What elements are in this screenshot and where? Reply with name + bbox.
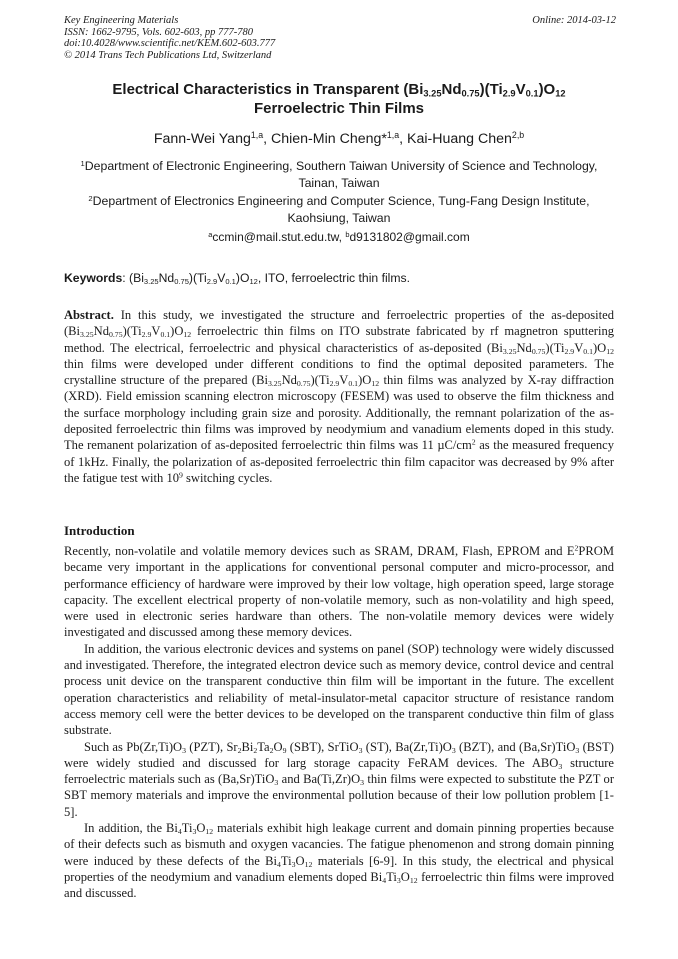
email-b: d9131802@gmail.com <box>349 230 470 244</box>
intro-paragraph-2: In addition, the various electronic devices and systems on panel (SOP) technology were widely discussed and investigated. Therefore, the integrated electron device such as memory device, control device and central process unit device on the transparent conductive thin film will be important in the future. The excellent operation characteristics and reliability of metal-insulator-metal capacitor structure of resistance random access memory cell were the better devices to be developed on the transparent conductive thin film of glass substrate. <box>64 641 614 738</box>
formula: $(Bi_{3.25}Nd_{0.75})(Ti_{2.9}V_{0.1})O_{12}$ <box>64 324 192 340</box>
author-list: Fann-Wei Yang$^{1,a}$, Chien-Min Cheng*$^{1,a}$, Kai-Huang Chen$^{2,b}$ <box>153 130 525 147</box>
author-2: , Chien-Min Cheng* <box>263 131 387 147</box>
intro-paragraph-1: Recently, non-volatile and volatile memory devices such as SRAM, DRAM, Flash, EPROM and $E^2PROM$ became very important in the applications for conventional personal computer and micro-processor, and performance efficiency of hardware were improved by their low voltage, high operation speed, large storage capacity. The excellent electrical property of non-volatile memory, such as non-volatility and high speed, were used in electronic series hardware than others. The non-volatile memory devices were widely investigated and discussed among these memory devices. <box>64 543 614 640</box>
issn-line: ISSN: 1662-9795, Vols. 602-603, pp 777-780 <box>64 26 253 38</box>
abstract: Abstract. In this study, we investigated the structure and ferroelectric properties of the as-deposited $(Bi_{3.25}Nd_{0.75})(Ti_{2.9}V_{0.1})O_{12}$ ferroelectric thin films on ITO substrate fabricated by rf magnetron sputtering method. The electrical, ferroelectric and physical characteristics of as-deposited $(Bi_{3.25}Nd_{0.75})(Ti_{2.9}V_{0.1})O_{12}$ thin films were developed under different conditions to find the optimal deposited parameters. The crystalline structure of the prepared $(Bi_{3.25}Nd_{0.75})(Ti_{2.9}V_{0.1})O_{12}$ thin films was analyzed by X-ray diffraction (XRD). Field emission scanning electron microscopy (FESEM) was used to observe the film thickness and the surface morphology including grain size and porosity. Additionally, the remnant polarization of the as-deposited ferroelectric thin films was improved by neodymium and vanadium elements doped in this study. The remanent polarization of as-deposited ferroelectric thin films was 11 $\mu C/cm^2$ as the measured frequency of 1kHz. Finally, the polarization of as-deposited ferroelectric thin film capacitor was decreased by 9% after the fatigue test with $10^9$ switching cycles. <box>64 308 614 485</box>
title-line-2: Ferroelectric Thin Films <box>253 100 425 117</box>
keywords: Keywords: $(Bi_{3.25}Nd_{0.75})(Ti_{2.9}V_{0.1})O_{12}$, ITO, ferroelectric thin films. <box>64 271 410 286</box>
abstract-label: Abstract. <box>64 308 114 322</box>
author-emails: $^a$ccmin@mail.stut.edu.tw, $^b$d9131802@gmail.com <box>208 229 470 244</box>
doi-line: doi:10.4028/www.scientific.net/KEM.602-603.777 <box>64 38 276 49</box>
author-1: Fann-Wei Yang <box>153 131 251 147</box>
author-3: , Kai-Huang Chen <box>399 131 512 147</box>
formula: $(Bi_{3.25}Nd_{0.75})(Ti_{2.9}V_{0.1})O_{12}$ <box>486 340 614 356</box>
keywords-label: Keywords <box>64 271 123 285</box>
online-date: Online: 2014-03-12 <box>532 15 616 26</box>
title-line-1: Electrical Characteristics in Transparent $(Bi_{3.25}Nd_{0.75})(Ti_{2.9}V_{0.1})O_{12}$ <box>112 81 566 99</box>
intro-paragraph-3: Such as $Pb(Zr,Ti)O_3$ (PZT), $Sr_2Bi_2Ta_2O_9$ (SBT), SrTiO$_3$ (ST), $Ba(Zr,Ti)O_3$ (BZT), and (Ba,Sr)TiO$_3$ (BST) were widely studied and discussed for larg storage capacity FeRAM devices. The $ABO_3$ structure ferroelectric materials such as (Ba,Sr)TiO$_3$ and $Ba(Ti,Zr)O_3$ thin films were expected to substitute the PZT or SBT memory materials and improve the environmental pollution because of their low pollution problem [1-5]. <box>64 739 615 819</box>
intro-paragraph-4: In addition, the $Bi_4Ti_3O_{12}$ materials exhibit high leakage current and domain pinning properties because of their defects such as bismuth and oxygen vacancies. The fatigue phenomenon and strong domain pinning were induced by these defects of the $Bi_4Ti_3O_{12}$ materials [6-9]. In this study, the electrical and physical properties of the neodymium and vanadium elements doped $Bi_4Ti_3O_{12}$ ferroelectric thin films were improved and discussed. <box>64 821 615 901</box>
journal-header <box>64 15 616 61</box>
formula: $(Bi_{3.25}Nd_{0.75})(Ti_{2.9}V_{0.1})O_{12}$ <box>251 373 380 389</box>
paper-title <box>40 80 638 118</box>
introduction-body <box>64 543 614 902</box>
copyright-line: © 2014 Trans Tech Publications Ltd, Switzerland <box>64 49 272 61</box>
journal-name: Key Engineering Materials <box>64 15 179 26</box>
affiliation-2: $^2$Department of Electronics Engineering and Computer Science, Tung-Fang Design Institute, Kaohsiung, Taiwan <box>88 193 590 225</box>
affiliation-1: $^1$Department of Electronic Engineering, Southern Taiwan University of Science and Technology, Tainan, Taiwan <box>80 158 598 190</box>
email-a: ccmin@mail.stut.edu.tw, <box>212 230 346 244</box>
section-heading-introduction: Introduction <box>64 523 135 538</box>
